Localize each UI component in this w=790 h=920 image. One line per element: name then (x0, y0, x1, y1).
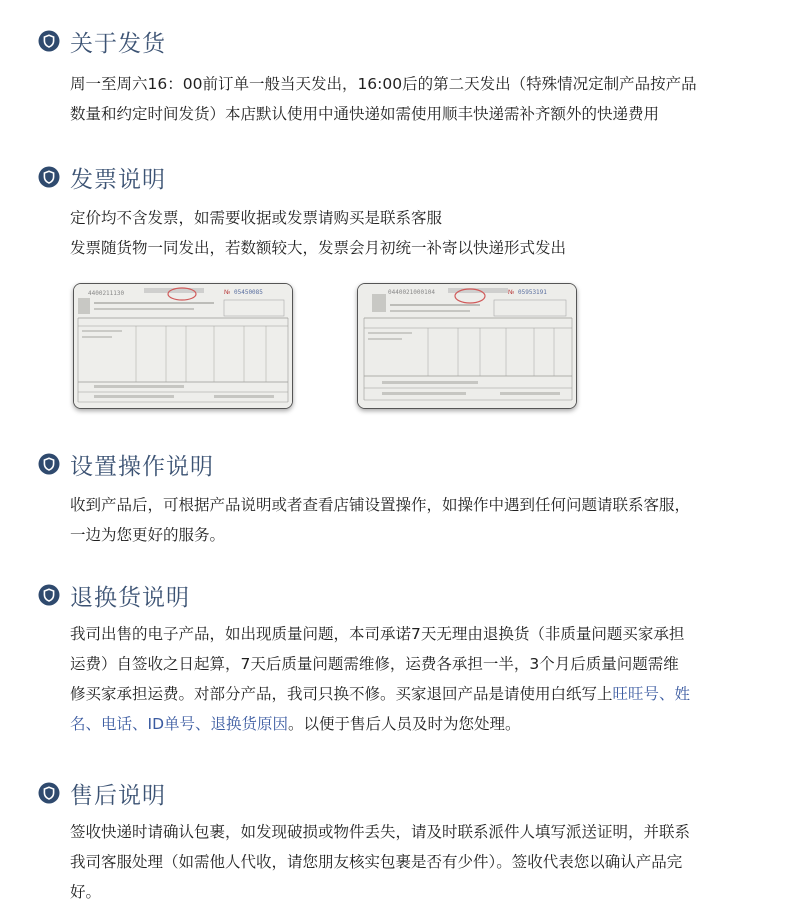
heading-shipping (38, 26, 166, 56)
shield-bullet-icon (38, 584, 60, 606)
returns-text (70, 619, 735, 739)
text-line: 我司客服处理（如需他人代收，请您朋友核实包裹是否有少件）。签收代表您以确认产品完 (70, 853, 683, 871)
text-line: 周一至周六16：00前订单一般当天发出，16:00后的第二天发出（特殊情况定制产品按产品 (70, 75, 697, 93)
section-title: 退换货说明 (70, 584, 190, 611)
text-line (70, 709, 735, 739)
section-title: 设置操作说明 (70, 453, 214, 480)
shield-bullet-icon (38, 453, 60, 475)
section-title: 发票说明 (70, 166, 166, 193)
text-segment: 修买家承担运费。对部分产品，我司只换不修。买家退回产品是请使用白纸写上 (70, 685, 613, 703)
invoice-photo-2 (357, 283, 577, 409)
shield-bullet-icon (38, 30, 60, 52)
shipping-text (70, 69, 735, 129)
invoice-no-label: № (508, 289, 515, 296)
highlight-text: 名、电话、ID单号、退换货原因 (70, 715, 289, 733)
invoice-photo-1 (73, 283, 293, 409)
text-line: 定价均不含发票，如需要收据或发票请购买是联系客服 (70, 209, 443, 227)
heading-invoice (38, 162, 166, 192)
invoice-code: 0440021000104 (388, 289, 435, 296)
invoice-code: 4400211130 (88, 290, 125, 297)
text-line: 签收快递时请确认包裹，如发现破损或物件丢失，请及时联系派件人填写派送证明，并联系 (70, 823, 691, 841)
text-line: 一边为您更好的服务。 (70, 526, 226, 544)
invoice-text (70, 203, 735, 263)
text-line: 收到产品后，可根据产品说明或者查看店铺设置操作，如操作中遇到任何问题请联系客服， (70, 496, 691, 514)
section-title: 售后说明 (70, 782, 166, 809)
text-line: 运费）自签收之日起算，7天后质量问题需维修，运费各承担一半，3个月后质量问题需维 (70, 655, 679, 673)
text-line: 数量和约定时间发货）本店默认使用中通快递如需使用顺丰快递需补齐额外的快递费用 (70, 105, 660, 123)
shield-bullet-icon (38, 782, 60, 804)
highlight-text: 旺旺号、姓 (612, 685, 691, 703)
invoice-number: 05450085 (234, 289, 263, 296)
setup-text (70, 490, 735, 550)
shield-bullet-icon (38, 166, 60, 188)
aftersale-text (70, 817, 735, 907)
heading-aftersale (38, 778, 166, 808)
section-title: 关于发货 (70, 30, 166, 57)
text-line (70, 679, 735, 709)
heading-setup (38, 449, 214, 479)
text-segment: 。以便于售后人员及时为您处理。 (288, 715, 521, 733)
text-line: 好。 (70, 883, 102, 901)
invoice-number: 05953191 (518, 289, 547, 296)
text-line: 我司出售的电子产品，如出现质量问题，本司承诺7天无理由退换货（非质量问题买家承担 (70, 625, 685, 643)
heading-returns (38, 580, 190, 610)
invoice-no-label: № (224, 289, 231, 296)
text-line: 发票随货物一同发出，若数额较大，发票会月初统一补寄以快递形式发出 (70, 239, 567, 257)
